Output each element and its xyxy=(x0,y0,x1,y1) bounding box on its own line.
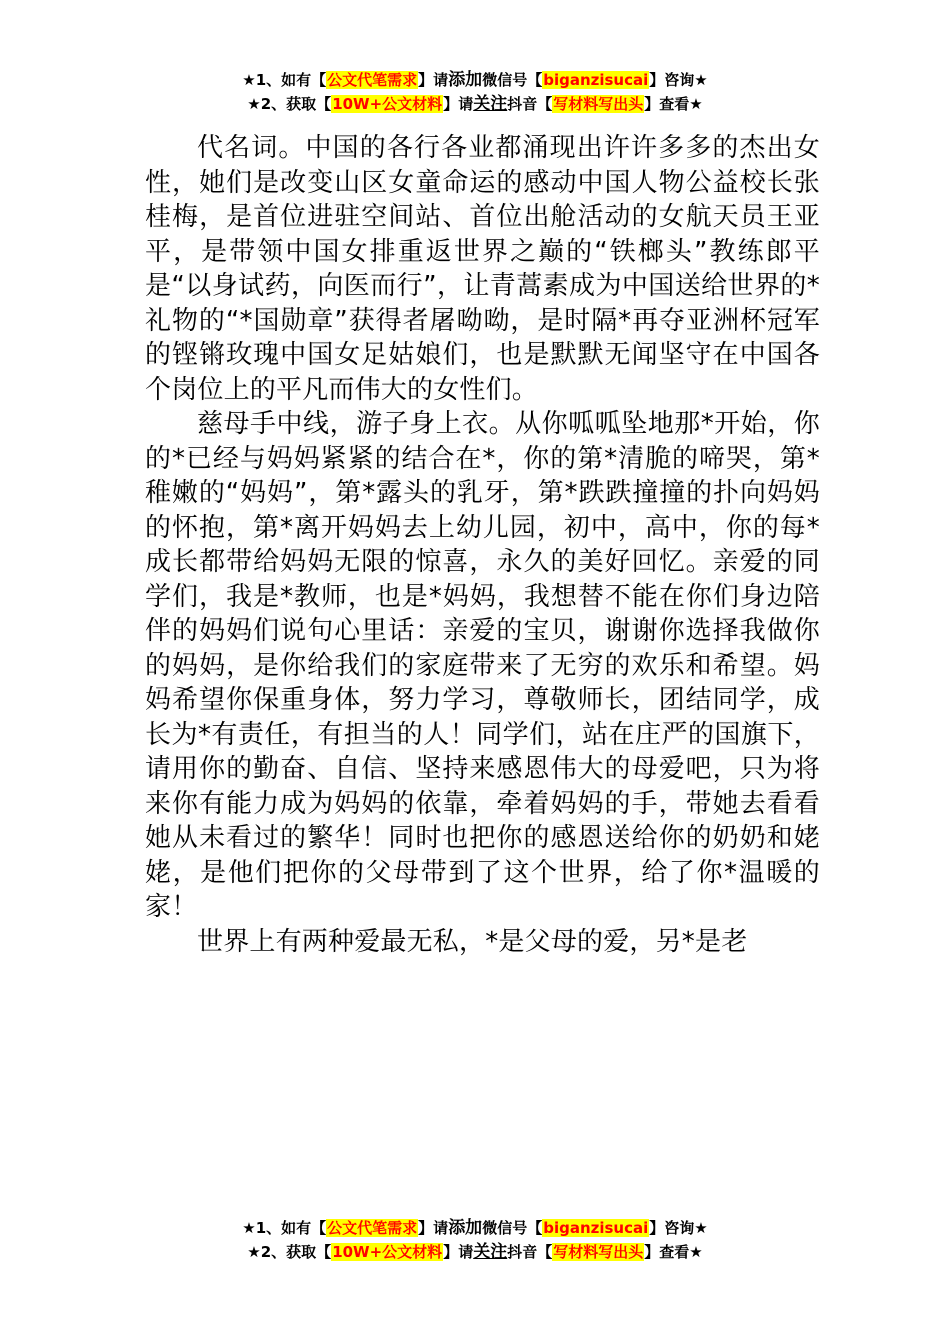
banner-text: 】查看★ xyxy=(644,1243,703,1261)
banner-text: 】咨询★ xyxy=(649,71,708,89)
banner-line-2 xyxy=(0,1240,950,1264)
highlight-service: 公文代笔需求 xyxy=(327,1219,418,1237)
footer-banner xyxy=(0,1216,950,1264)
banner-text: ★2、获取【 xyxy=(247,1243,332,1261)
banner-text: 】请 xyxy=(443,95,474,113)
banner-emphasis: 添加 xyxy=(448,1218,483,1238)
banner-line-1 xyxy=(0,1216,950,1240)
highlight-douyin: 写材料写出头 xyxy=(553,95,644,113)
highlight-materials: 10W+公文材料 xyxy=(332,95,443,113)
banner-line-2 xyxy=(0,92,950,116)
document-body xyxy=(145,131,820,959)
banner-text: 】查看★ xyxy=(644,95,703,113)
banner-text: 微信号【 xyxy=(482,71,543,89)
banner-text: 】请 xyxy=(443,1243,474,1261)
highlight-service: 公文代笔需求 xyxy=(327,71,418,89)
banner-text: 抖音【 xyxy=(507,1243,553,1261)
header-banner xyxy=(0,68,950,116)
highlight-materials: 10W+公文材料 xyxy=(332,1243,443,1261)
banner-text: 】请 xyxy=(418,1219,449,1237)
banner-line-1 xyxy=(0,68,950,92)
paragraph: 世界上有两种爱最无私，*是父母的爱，另*是老 xyxy=(197,926,748,957)
banner-emphasis: 关注 xyxy=(473,94,508,114)
banner-text: 】请 xyxy=(418,71,449,89)
banner-text: 抖音【 xyxy=(507,95,553,113)
highlight-wechat-id: biganzisucai xyxy=(543,71,649,89)
banner-text: 】咨询★ xyxy=(649,1219,708,1237)
banner-text: ★1、如有【 xyxy=(242,1219,327,1237)
highlight-wechat-id: biganzisucai xyxy=(543,1219,649,1237)
banner-text: 微信号【 xyxy=(482,1219,543,1237)
paragraph: 慈母手中线，游子身上衣。从你呱呱坠地那*开始，你的*已经与妈妈紧紧的结合在*，你的第*清脆的啼哭，第*稚嫩的“妈妈”，第*露头的乳牙，第*跌跌撞撞的扑向妈妈的怀抱，第*离开妈妈去上幼儿园，初中，高中，你的每*成长都带给妈妈无限的惊喜，永久的美好回忆。亲爱的同学们，我是*教师，也是*妈妈，我想替不能在你们身边陪伴的妈妈们说句心里话：亲爱的宝贝，谢谢你选择我做你的妈妈，是你给我们的家庭带来了无穷的欢乐和希望。妈妈希望你保重身体，努力学习，尊敬师长，团结同学，成长为*有责任，有担当的人！同学们，站在庄严的国旗下，请用你的勤奋、自信、坚持来感恩伟大的母爱吧，只为将来你有能力成为妈妈的依靠，牵着妈妈的手，带她去看看她从未看过的繁华！同时也把你的感恩送给你的奶奶和姥姥，是他们把你的父母带到了这个世界，给了你*温暖的家！ xyxy=(145,409,820,922)
banner-emphasis: 添加 xyxy=(448,70,483,90)
banner-text: ★1、如有【 xyxy=(242,71,327,89)
paragraph: 代名词。中国的各行各业都涌现出许许多多的杰出女性，她们是改变山区女童命运的感动中国人物公益校长张桂梅，是首位进驻空间站、首位出舱活动的女航天员王亚平，是带领中国女排重返世界之巅的“铁榔头”教练郎平是“以身试药，向医而行”，让青蒿素成为中国送给世界的*礼物的“*国勋章”获得者屠呦呦，是时隔*再夺亚洲杯冠军的铿锵玫瑰中国女足姑娘们，也是默默无闻坚守在中国各个岗位上的平凡而伟大的女性们。 xyxy=(145,133,820,405)
highlight-douyin: 写材料写出头 xyxy=(553,1243,644,1261)
banner-emphasis: 关注 xyxy=(473,1242,508,1262)
banner-text: ★2、获取【 xyxy=(247,95,332,113)
